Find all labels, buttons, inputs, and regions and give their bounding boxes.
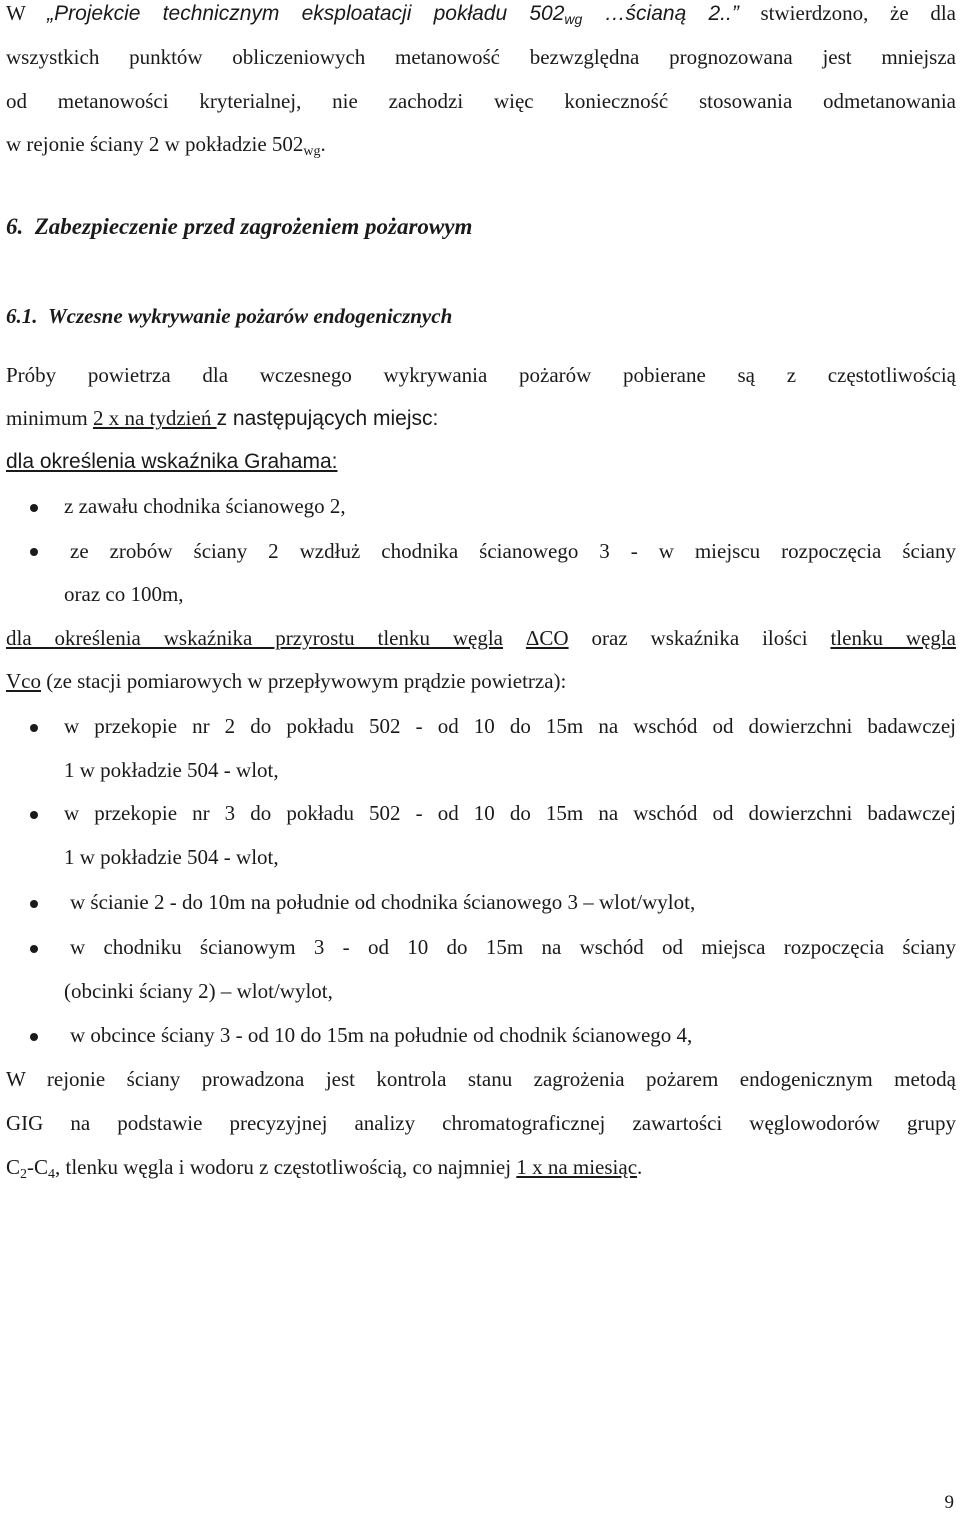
- bullet-icon: [30, 548, 38, 556]
- list-item: w chodniku ścianowym 3 - od 10 do 15m na wschód od miejsca rozpoczęcia ściany: [70, 935, 956, 959]
- para2-line2: [6, 407, 956, 430]
- section-title: Wczesne wykrywanie pożarów endogenicznych: [48, 304, 453, 328]
- graham-heading: dla określenia wskaźnika Grahama:: [6, 450, 338, 473]
- para3-line3: [6, 1155, 956, 1182]
- section-heading-6-1: [6, 305, 956, 327]
- section-number: 6.1.: [6, 304, 38, 328]
- para1-line1: [6, 2, 956, 25]
- subscript: wg: [303, 144, 321, 159]
- frequency-underlined: 1 x na miesiąc: [516, 1155, 638, 1179]
- list-item: ze zrobów ściany 2 wzdłuż chodnika ścianowego 3 - w miejscu rozpoczęcia ściany: [70, 539, 956, 563]
- text: stwierdzono, że dla: [738, 1, 956, 25]
- text-underlined: tlenku węgla: [830, 626, 956, 650]
- text: z następujących miejsc:: [216, 407, 439, 430]
- bullet-icon: [30, 811, 38, 819]
- list-item-continuation: 1 w pokładzie 504 - wlot,: [64, 758, 279, 782]
- subscript: 4: [48, 1167, 56, 1182]
- section-heading-6: [6, 216, 956, 238]
- subscript: wg: [564, 11, 583, 27]
- bullet-icon: [30, 724, 38, 732]
- text-underlined: dla określenia wskaźnika przyrostu tlenku węgla: [6, 626, 504, 650]
- text: oraz wskaźnika ilości: [568, 626, 831, 650]
- list-item: w przekopie nr 2 do pokładu 502 - od 10 do 15m na wschód od dowierzchni badawczej: [64, 714, 956, 738]
- list-item: w ścianie 2 - do 10m na południe od chodnika ścianowego 3 – wlot/wylot,: [70, 890, 696, 914]
- bullet-icon: [30, 504, 38, 512]
- section-title: Zabezpieczenie przed zagrożeniem pożarowym: [34, 214, 473, 239]
- list-item-continuation: 1 w pokładzie 504 - wlot,: [64, 845, 279, 869]
- para3-line1: W rejonie ściany prowadzona jest kontrola stanu zagrożenia pożarem endogenicznym metodą: [6, 1067, 956, 1091]
- text: C: [6, 1155, 21, 1179]
- delta-co-underlined: ΔCO: [525, 626, 569, 650]
- text: .: [637, 1155, 643, 1179]
- text: w rejonie ściany 2 w pokładzie 502: [6, 132, 304, 156]
- list-item: z zawału chodnika ścianowego 2,: [64, 494, 346, 518]
- page-number: 9: [944, 1492, 954, 1513]
- vco-underlined: Vco: [6, 669, 41, 693]
- project-title: „Projekcie technicznym eksploatacji pokładu 502: [47, 2, 565, 25]
- para1-line4: [6, 132, 956, 159]
- para3-line2: GIG na podstawie precyzyjnej analizy chromatograficznej zawartości węglowodorów grupy: [6, 1111, 956, 1135]
- co-heading-line2: [6, 670, 956, 692]
- para1-line2: wszystkich punktów obliczeniowych metanowość bezwzględna prognozowana jest mniejsza: [6, 45, 956, 69]
- para1-line3: od metanowości kryterialnej, nie zachodzi więc konieczność stosowania odmetanowania: [6, 89, 956, 113]
- list-item: w przekopie nr 3 do pokładu 502 - od 10 do 15m na wschód od dowierzchni badawczej: [64, 801, 956, 825]
- text: -C: [27, 1155, 49, 1179]
- list-item-continuation: oraz co 100m,: [64, 582, 184, 606]
- bullet-icon: [30, 1033, 38, 1041]
- list-item: w obcince ściany 3 - od 10 do 15m na południe od chodnik ścianowego 4,: [70, 1023, 693, 1047]
- bullet-icon: [30, 945, 38, 953]
- bullet-icon: [30, 900, 38, 908]
- co-heading-line1: [6, 627, 956, 649]
- text: minimum: [6, 406, 93, 430]
- section-number: 6.: [6, 214, 24, 239]
- list-item-continuation: (obcinki ściany 2) – wlot/wylot,: [64, 979, 333, 1003]
- project-title-end: …ścianą 2..”: [582, 2, 739, 25]
- text: (ze stacji pomiarowych w przepływowym prądzie powietrza):: [41, 669, 567, 693]
- text: , tlenku węgla i wodoru z częstotliwością, co najmniej: [55, 1155, 517, 1179]
- para2-line1: Próby powietrza dla wczesnego wykrywania pożarów pobierane są z częstotliwością: [6, 363, 956, 387]
- subscript: 2: [20, 1167, 28, 1182]
- text: .: [320, 132, 326, 156]
- text: W: [6, 1, 48, 25]
- frequency-underlined: 2 x na tydzień: [92, 406, 217, 430]
